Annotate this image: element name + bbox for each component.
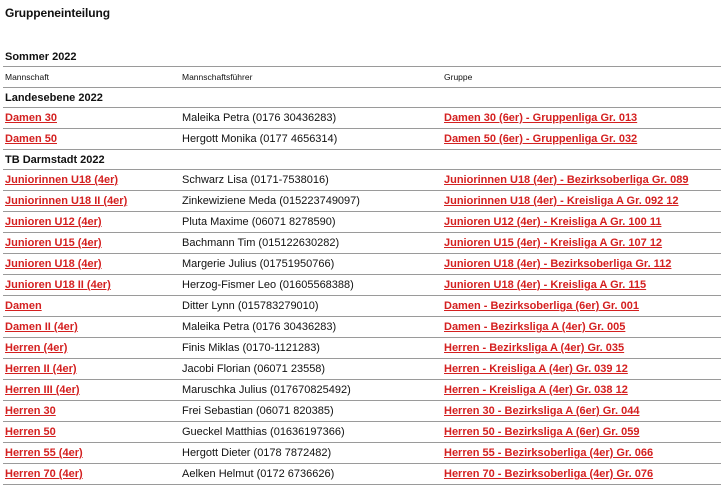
group-link[interactable]: Juniorinnen U18 (4er) - Kreisliga A Gr. 092 12 — [444, 195, 679, 207]
group-cell — [442, 275, 721, 296]
team-link[interactable]: Damen — [5, 300, 42, 312]
team-cell — [3, 359, 180, 380]
team-cell — [3, 108, 180, 129]
captain-cell: Bachmann Tim (015122630282) — [180, 233, 442, 254]
team-cell — [3, 338, 180, 359]
section-heading: Landesebene 2022 — [3, 88, 721, 108]
team-link[interactable]: Herren 50 — [5, 426, 56, 438]
team-cell — [3, 170, 180, 191]
table-body — [3, 88, 721, 485]
group-link[interactable]: Herren 55 - Bezirksoberliga (4er) Gr. 066 — [444, 447, 654, 459]
captain-cell: Zinkewiziene Meda (015223749097) — [180, 191, 442, 212]
group-cell — [442, 191, 721, 212]
team-link[interactable]: Damen 30 — [5, 112, 57, 124]
table-row — [3, 170, 721, 191]
captain-cell: Hergott Dieter (0178 7872482) — [180, 443, 442, 464]
team-cell — [3, 296, 180, 317]
group-link[interactable]: Junioren U18 (4er) - Kreisliga A Gr. 115 — [444, 279, 647, 291]
table-row — [3, 464, 721, 485]
team-link[interactable]: Junioren U18 (4er) — [5, 258, 102, 270]
group-link[interactable]: Junioren U15 (4er) - Kreisliga A Gr. 107 12 — [444, 237, 663, 249]
captain-cell: Finis Miklas (0170-1121283) — [180, 338, 442, 359]
team-cell — [3, 317, 180, 338]
captain-cell: Jacobi Florian (06071 23558) — [180, 359, 442, 380]
group-cell — [442, 380, 721, 401]
table-row — [3, 338, 721, 359]
group-cell — [442, 443, 721, 464]
team-link[interactable]: Junioren U15 (4er) — [5, 237, 102, 249]
table-row — [3, 359, 721, 380]
captain-cell: Ditter Lynn (015783279010) — [180, 296, 442, 317]
captain-cell: Maruschka Julius (017670825492) — [180, 380, 442, 401]
team-cell — [3, 464, 180, 485]
group-link[interactable]: Herren 70 - Bezirksoberliga (4er) Gr. 076 — [444, 468, 654, 480]
group-link[interactable]: Damen - Bezirksoberliga (6er) Gr. 001 — [444, 300, 640, 312]
captain-cell: Margerie Julius (01751950766) — [180, 254, 442, 275]
captain-cell: Aelken Helmut (0172 6736626) — [180, 464, 442, 485]
team-link[interactable]: Herren 70 (4er) — [5, 468, 83, 480]
team-cell — [3, 443, 180, 464]
group-link[interactable]: Herren - Kreisliga A (4er) Gr. 039 12 — [444, 363, 628, 375]
team-link[interactable]: Juniorinnen U18 (4er) — [5, 174, 119, 186]
table-row — [3, 254, 721, 275]
column-header-group: Gruppe — [442, 67, 721, 88]
table-row — [3, 317, 721, 338]
table-row — [3, 422, 721, 443]
captain-cell: Gueckel Matthias (01636197366) — [180, 422, 442, 443]
group-cell — [442, 296, 721, 317]
table-row — [3, 129, 721, 150]
team-link[interactable]: Junioren U12 (4er) — [5, 216, 102, 228]
group-link[interactable]: Damen 30 (6er) - Gruppenliga Gr. 013 — [444, 112, 638, 124]
group-cell — [442, 170, 721, 191]
group-link[interactable]: Herren 30 - Bezirksliga A (6er) Gr. 044 — [444, 405, 640, 417]
team-link[interactable]: Herren 30 — [5, 405, 56, 417]
team-link[interactable]: Herren III (4er) — [5, 384, 80, 396]
table-row — [3, 233, 721, 254]
section-heading-row — [3, 88, 721, 108]
table-row — [3, 380, 721, 401]
group-link[interactable]: Herren 50 - Bezirksliga A (6er) Gr. 059 — [444, 426, 640, 438]
column-header-team: Mannschaft — [3, 67, 180, 88]
captain-cell: Maleika Petra (0176 30436283) — [180, 108, 442, 129]
group-link[interactable]: Herren - Kreisliga A (4er) Gr. 038 12 — [444, 384, 628, 396]
table-row — [3, 212, 721, 233]
page-title: Gruppeneinteilung — [5, 6, 110, 20]
captain-cell: Maleika Petra (0176 30436283) — [180, 317, 442, 338]
group-link[interactable]: Herren - Bezirksliga A (4er) Gr. 035 — [444, 342, 625, 354]
group-cell — [442, 212, 721, 233]
group-cell — [442, 108, 721, 129]
team-cell — [3, 254, 180, 275]
group-link[interactable]: Juniorinnen U18 (4er) - Bezirksoberliga Gr. 089 — [444, 174, 689, 186]
group-link[interactable]: Damen 50 (6er) - Gruppenliga Gr. 032 — [444, 133, 638, 145]
section-heading-row — [3, 150, 721, 170]
group-cell — [442, 129, 721, 150]
group-table — [3, 66, 721, 485]
group-cell — [442, 233, 721, 254]
captain-cell: Pluta Maxime (06071 8278590) — [180, 212, 442, 233]
column-header-captain: Mannschaftsführer — [180, 67, 442, 88]
team-link[interactable]: Damen II (4er) — [5, 321, 78, 333]
table-row — [3, 296, 721, 317]
group-cell — [442, 254, 721, 275]
group-cell — [442, 464, 721, 485]
group-link[interactable]: Junioren U12 (4er) - Kreisliga A Gr. 100 11 — [444, 216, 662, 228]
team-cell — [3, 191, 180, 212]
group-cell — [442, 401, 721, 422]
section-heading: TB Darmstadt 2022 — [3, 150, 721, 170]
team-link[interactable]: Herren II (4er) — [5, 363, 77, 375]
group-cell — [442, 317, 721, 338]
team-cell — [3, 233, 180, 254]
table-row — [3, 191, 721, 212]
team-cell — [3, 129, 180, 150]
team-link[interactable]: Damen 50 — [5, 133, 57, 145]
team-cell — [3, 401, 180, 422]
table-row — [3, 275, 721, 296]
captain-cell: Herzog-Fismer Leo (01605568388) — [180, 275, 442, 296]
group-link[interactable]: Junioren U18 (4er) - Bezirksoberliga Gr. 112 — [444, 258, 672, 270]
team-link[interactable]: Junioren U18 II (4er) — [5, 279, 111, 291]
team-link[interactable]: Herren 55 (4er) — [5, 447, 83, 459]
team-cell — [3, 380, 180, 401]
table-row — [3, 108, 721, 129]
group-link[interactable]: Damen - Bezirksliga A (4er) Gr. 005 — [444, 321, 626, 333]
season-title: Sommer 2022 — [5, 51, 77, 63]
table-row — [3, 443, 721, 464]
team-cell — [3, 275, 180, 296]
team-cell — [3, 212, 180, 233]
captain-cell: Schwarz Lisa (0171-7538016) — [180, 170, 442, 191]
group-cell — [442, 422, 721, 443]
team-cell — [3, 422, 180, 443]
team-link[interactable]: Herren (4er) — [5, 342, 68, 354]
captain-cell: Hergott Monika (0177 4656314) — [180, 129, 442, 150]
table-row — [3, 401, 721, 422]
team-link[interactable]: Juniorinnen U18 II (4er) — [5, 195, 128, 207]
captain-cell: Frei Sebastian (06071 820385) — [180, 401, 442, 422]
table-header-row — [3, 67, 721, 88]
group-cell — [442, 359, 721, 380]
group-cell — [442, 338, 721, 359]
